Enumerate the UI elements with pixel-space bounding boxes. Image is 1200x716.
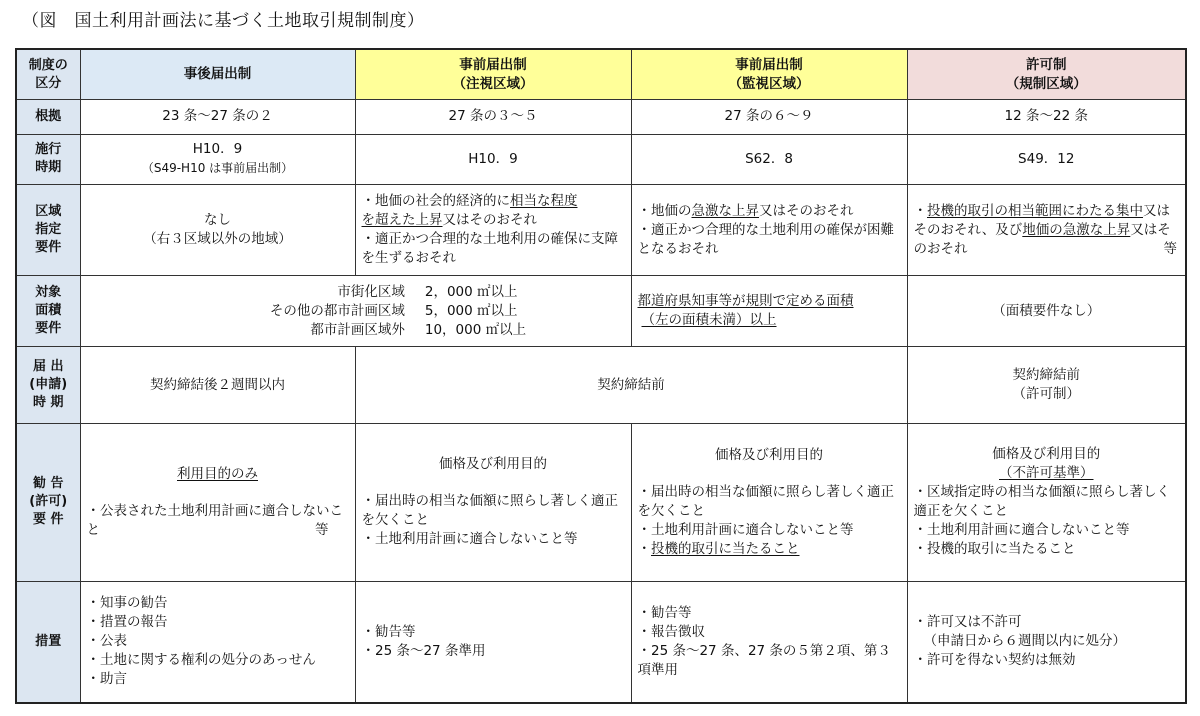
header-col2-sub: （注視区域） <box>452 75 534 92</box>
area-col3-line2-wrap <box>638 311 901 330</box>
row-label-filing: 届 出 (申請) 時 期 <box>16 347 80 424</box>
row-label-measures: 措置 <box>16 581 80 703</box>
header-col3-sub: （監視区域） <box>728 75 810 92</box>
effective-col1 <box>80 134 355 185</box>
designation-col1 <box>80 185 355 276</box>
designation-col4 <box>907 185 1186 276</box>
filing-row <box>16 347 1186 424</box>
row-label-effective: 施行 時期 <box>16 134 80 185</box>
header-prior-notification-watch <box>355 49 631 100</box>
advice-col4-item2: ・土地利用計画に適合しないこと等 <box>913 522 1130 539</box>
advice-col4-sub: （不許可基準） <box>999 465 1094 482</box>
measures-col2-item1: ・勧告等 <box>361 623 416 640</box>
designation-col4-u1: 投機的取引の相当範囲にわたる集中 <box>927 202 1143 219</box>
area-col3-line2: （左の面積未満）以上 <box>641 312 777 329</box>
designation-col2-item1-u2: を超えた上昇 <box>361 212 443 229</box>
basis-row <box>16 100 1186 134</box>
advice-col3-item1: ・届出時の相当な価額に照らし著しく適正を欠くこと <box>637 483 894 519</box>
advice-col3-title: 価格及び利用目的 <box>715 446 823 463</box>
advice-col4 <box>907 424 1186 582</box>
advice-col1-title: 利用目的のみ <box>177 465 258 482</box>
advice-col1-title-wrap <box>87 465 349 484</box>
area-row <box>16 276 1186 347</box>
header-row <box>16 49 1186 100</box>
row-label-advice: 勧 告 (許可) 要 件 <box>16 424 80 582</box>
measures-col1-item4: ・土地に関する権利の処分のあっせん <box>86 652 316 669</box>
filing-col4 <box>907 347 1186 424</box>
area-row-2 <box>185 302 526 321</box>
measures-col1 <box>80 581 355 703</box>
area-col3 <box>631 276 907 347</box>
measures-col1-item3: ・公表 <box>86 633 127 650</box>
designation-col3-item1-post: 又はそのおそれ <box>759 202 854 219</box>
area-col12 <box>80 276 631 347</box>
measures-col1-item2: ・措置の報告 <box>86 614 168 631</box>
effective-row <box>16 134 1186 185</box>
designation-col4-text <box>914 202 1180 259</box>
area-size-3: 10，000 ㎡以上 <box>424 321 527 338</box>
effective-col3: S62．8 <box>631 134 907 185</box>
designation-col3-item1-pre: ・地価の <box>637 202 692 219</box>
row-label-basis: 根拠 <box>16 100 80 134</box>
designation-col4-u2: 地価の急激な上昇 <box>1022 221 1131 238</box>
advice-col3-item3: ・投機的取引に当たること <box>637 540 800 557</box>
area-zone-2: その他の都市計画区域 <box>269 302 405 319</box>
header-prior-notification-monitor <box>631 49 907 100</box>
designation-col3-item1-u: 急激な上昇 <box>691 202 759 219</box>
designation-col1-sub: （右３区域以外の地域） <box>143 231 292 248</box>
advice-col3 <box>631 424 907 582</box>
header-post-notification: 事後届出制 <box>80 49 355 100</box>
measures-col1-item1: ・知事の勧告 <box>86 595 168 612</box>
measures-row <box>16 581 1186 703</box>
row-label-designation: 区域 指定 要件 <box>16 185 80 276</box>
filing-col23: 契約締結前 <box>355 347 907 424</box>
advice-col4-title: 価格及び利用目的 <box>992 446 1101 463</box>
header-col4-sub: （規制区域） <box>1005 75 1087 92</box>
designation-col1-main: なし <box>204 212 231 229</box>
effective-col1-note: （S49-H10 は事前届出制） <box>141 161 294 176</box>
effective-col4: S49．12 <box>907 134 1186 185</box>
header-col3-title: 事前届出制 <box>735 56 803 73</box>
designation-col2-item2: ・適正かつ合理的な土地利用の確保に支障を生ずるおそれ <box>361 231 618 267</box>
advice-col3-item2: ・土地利用計画に適合しないこと等 <box>637 521 854 538</box>
area-size-1: 2，000 ㎡以上 <box>424 283 518 300</box>
designation-col2-item1-post: 又はそのおそれ <box>442 212 537 229</box>
area-col4: （面積要件なし） <box>907 276 1186 347</box>
basis-col4: 12 条～22 条 <box>907 100 1186 134</box>
designation-col3-item2: ・適正かつ合理的な土地利用の確保が困難となるおそれ <box>637 221 894 257</box>
land-transaction-regulation-table <box>15 48 1187 704</box>
advice-col4-item3: ・投機的取引に当たること <box>913 541 1076 558</box>
measures-col3-item3: ・25 条～27 条、27 条の５第２項、第３項準用 <box>637 642 891 678</box>
area-zone-3: 都市計画区域外 <box>310 321 405 338</box>
measures-col1-item5: ・助言 <box>86 671 127 688</box>
advice-col1 <box>80 424 355 582</box>
designation-col2-item1-pre: ・地価の社会的経済的に <box>361 193 510 210</box>
measures-col2 <box>355 581 631 703</box>
designation-row <box>16 185 1186 276</box>
measures-col4-item3: ・許可を得ない契約は無効 <box>913 652 1076 669</box>
measures-col4-item1: ・許可又は不許可 <box>913 614 1022 631</box>
area-table <box>185 283 526 340</box>
designation-col2-item1-u1: 相当な程度 <box>510 193 578 210</box>
effective-col1-main: H10．9 <box>192 141 243 158</box>
advice-col2-title: 価格及び利用目的 <box>439 456 547 473</box>
area-zone-1: 市街化区域 <box>337 283 405 300</box>
advice-col1-etc: 等 <box>315 521 329 538</box>
row-label-area: 対象 面積 要件 <box>16 276 80 347</box>
area-row-1 <box>185 283 526 302</box>
filing-col4-sub: （許可制） <box>1012 386 1080 403</box>
designation-col2-item1 <box>362 192 625 230</box>
header-col2-title: 事前届出制 <box>459 56 527 73</box>
measures-col4-item2: （申請日から６週間以内に処分） <box>923 633 1126 650</box>
filing-col4-main: 契約締結前 <box>1012 367 1080 384</box>
filing-col1: 契約締結後２週間以内 <box>80 347 355 424</box>
advice-col2-item1: ・届出時の相当な価額に照らし著しく適正を欠くこと <box>361 493 618 529</box>
measures-col2-item2: ・25 条～27 条準用 <box>361 642 486 659</box>
area-size-2: 5，000 ㎡以上 <box>424 302 518 319</box>
designation-col3 <box>631 185 907 276</box>
designation-col4-etc: 等 <box>1163 240 1177 257</box>
advice-col2 <box>355 424 631 582</box>
figure-caption: （図 国土利用計画法に基づく土地取引規制制度） <box>22 11 425 31</box>
advice-col3-item3-text: 投機的取引に当たること <box>651 540 800 557</box>
designation-col4-mid: 又はそのおそれ、及び <box>913 202 1170 238</box>
advice-col2-item2: ・土地利用計画に適合しないこと等 <box>361 531 578 548</box>
designation-col2 <box>355 185 631 276</box>
advice-row <box>16 424 1186 582</box>
effective-col2: H10．9 <box>355 134 631 185</box>
basis-col3: 27 条の６～９ <box>631 100 907 134</box>
measures-col4 <box>907 581 1186 703</box>
designation-col4-post: 又はそのおそれ <box>913 221 1171 257</box>
measures-col3-item1: ・勧告等 <box>637 604 692 621</box>
area-col3-line1: 都道府県知事等が規則で定める面積 <box>637 293 854 310</box>
measures-col3-item2: ・報告徴収 <box>637 623 705 640</box>
basis-col1: 23 条～27 条の２ <box>80 100 355 134</box>
advice-col1-item1-text: ・公表された土地利用計画に適合しないこと <box>86 502 343 538</box>
area-row-3 <box>185 321 526 340</box>
basis-col2: 27 条の３～５ <box>355 100 631 134</box>
header-permission <box>907 49 1186 100</box>
advice-col4-sub-wrap <box>914 464 1180 483</box>
designation-col4-bullet: ・ <box>913 202 927 219</box>
advice-col1-item1 <box>87 502 349 540</box>
row-label-category: 制度の 区分 <box>16 49 80 100</box>
designation-col3-item1 <box>638 202 901 221</box>
measures-col3 <box>631 581 907 703</box>
header-col4-title: 許可制 <box>1026 56 1067 73</box>
advice-col4-item1: ・区域指定時の相当な価額に照らし著しく適正を欠くこと <box>913 484 1170 520</box>
